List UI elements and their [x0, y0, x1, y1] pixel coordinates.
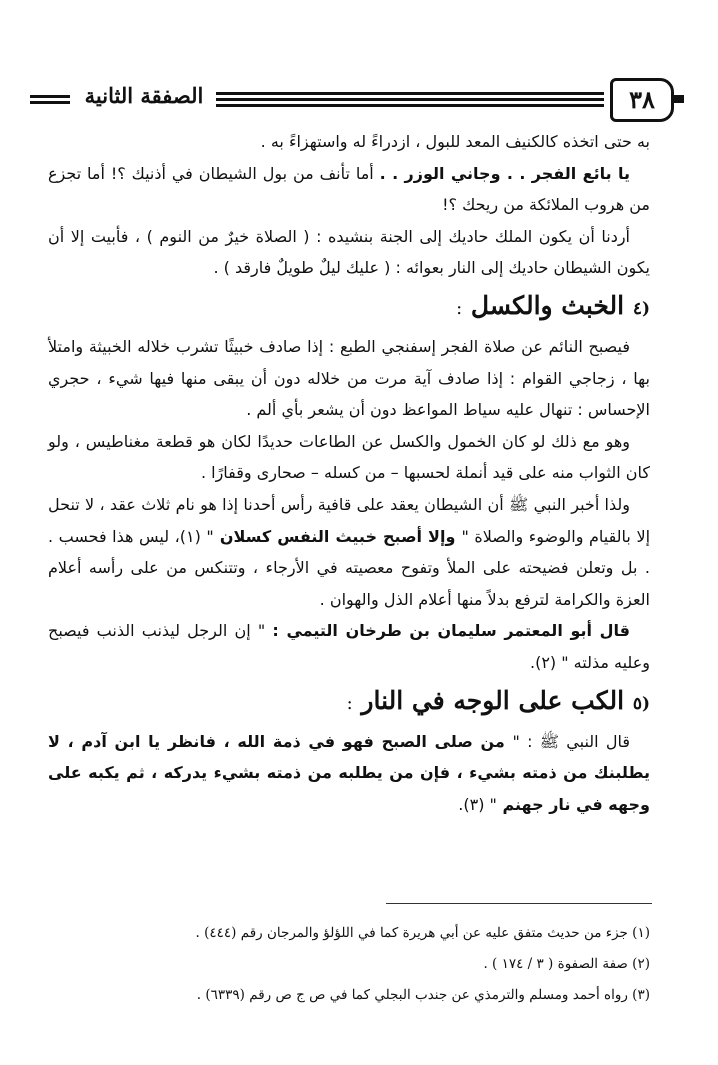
paragraph-text: " (١)، ليس هذا فحسب . . بل وتعلن فضيحته على الملأ وتفوح معصيته في الأرجاء ، وتتنكس من على رأسه أعلام العزة والكرامة لترفع بدلاً منها أعلام الذل والهوان .	[48, 526, 650, 609]
paragraph-text: قال النبي ﷺ : "	[512, 731, 630, 751]
section-heading-5	[48, 679, 650, 726]
paragraph: فيصبح النائم عن صلاة الفجر إسفنجي الطبع : إذا صادف خبيثًا تشرب خلاله الخبيثة وامتلأ بها ، زجاجي القوام : إذا صادف آية مرت من خلاله دون أن يبقى منها فيها شيء ، حجري الإحساس : تنهال عليه سياط المواعظ دون أن يشعر بأي ألم .	[48, 336, 650, 420]
footnote-separator	[386, 903, 652, 904]
footnotes	[48, 918, 650, 1011]
bold-phrase: من صلى الصبح فهو في ذمة الله ، فانظر يا ابن آدم ، لا يطلبنك من ذمته بشيء ، فإن من يطلبه من ذمته بشيء يدركه ، ثم يكبه على وجهه في نار جهنم	[48, 731, 650, 814]
header-rule-left-top	[30, 95, 70, 98]
footnote: (٣) رواه أحمد ومسلم والترمذي عن جندب البجلي كما في ص ج ص رقم (٦٣٣٩) .	[196, 987, 650, 1003]
header-rule-1	[216, 92, 604, 95]
page-number-tick	[674, 95, 684, 103]
page-number: ٣٨	[610, 78, 674, 122]
section-title: الخبث والكسل	[470, 290, 625, 320]
paragraph: أردنا أن يكون الملك حاديك إلى الجنة بنشيده : ( الصلاة خيرٌ من النوم ) ، فأبيت إلا أن يكون الشيطان حاديك إلى النار بعوائه : ( عليك ليلٌ طويلٌ فارقد ) .	[48, 226, 650, 278]
section-title: الكب على الوجه في النار	[361, 685, 625, 715]
paragraph	[48, 726, 650, 821]
bold-phrase: يا بائع الفجر . . وجاني الوزر . .	[379, 163, 630, 183]
paragraph: به حتى اتخذه كالكنيف المعد للبول ، ازدراءً له واستهزاءً به .	[260, 132, 650, 151]
section-number: (٤	[632, 298, 650, 319]
paragraph	[48, 158, 650, 221]
header-rule-left-bottom	[30, 101, 70, 104]
paragraph-text: ولذا أخبر النبي ﷺ أن الشيطان يعقد على قافية رأس أحدنا إذا هو نام ثلاث عقد ، لا تنحل إلا بالقيام والوضوء والصلاة "	[48, 494, 651, 546]
header-title: الصفقة الثانية	[84, 83, 204, 108]
header-rule-3	[216, 104, 604, 107]
section-number: (٥	[632, 693, 650, 714]
section-heading-4	[48, 284, 650, 331]
section-colon: :	[346, 692, 353, 714]
paragraph-text: " إن الرجل ليذنب الذنب فيصبح وعليه مذلته " (٢).	[48, 621, 650, 672]
bold-phrase: قال أبو المعتمر سليمان بن طرخان التيمي :	[272, 621, 630, 641]
paragraph: وهو مع ذلك لو كان الخمول والكسل عن الطاعات حديدًا لكان هو قطعة مغناطيس ، ولو كان الثواب منه على قيد أنملة لحسبها – من كسله – صحارى وقفارًا .	[48, 431, 650, 483]
paragraph-text: أما تأنف من بول الشيطان في أذنيك ؟! أما تجزع من هروب الملائكة من ريحك ؟!	[48, 163, 650, 215]
body-text	[48, 126, 650, 820]
footnote: (٢) صفة الصفوة ( ٣ / ١٧٤ ) .	[483, 956, 650, 972]
paragraph-text: " (٣).	[458, 794, 497, 814]
section-colon: :	[456, 297, 463, 319]
footnote: (١) جزء من حديث متفق عليه عن أبي هريرة كما في اللؤلؤ والمرجان رقم (٤٤٤) .	[195, 925, 650, 941]
paragraph	[48, 489, 650, 615]
header-rule-2	[216, 98, 604, 101]
bold-phrase: وإلا أصبح خبيث النفس كسلان	[213, 526, 462, 546]
paragraph	[48, 615, 650, 678]
page-header	[30, 78, 690, 122]
